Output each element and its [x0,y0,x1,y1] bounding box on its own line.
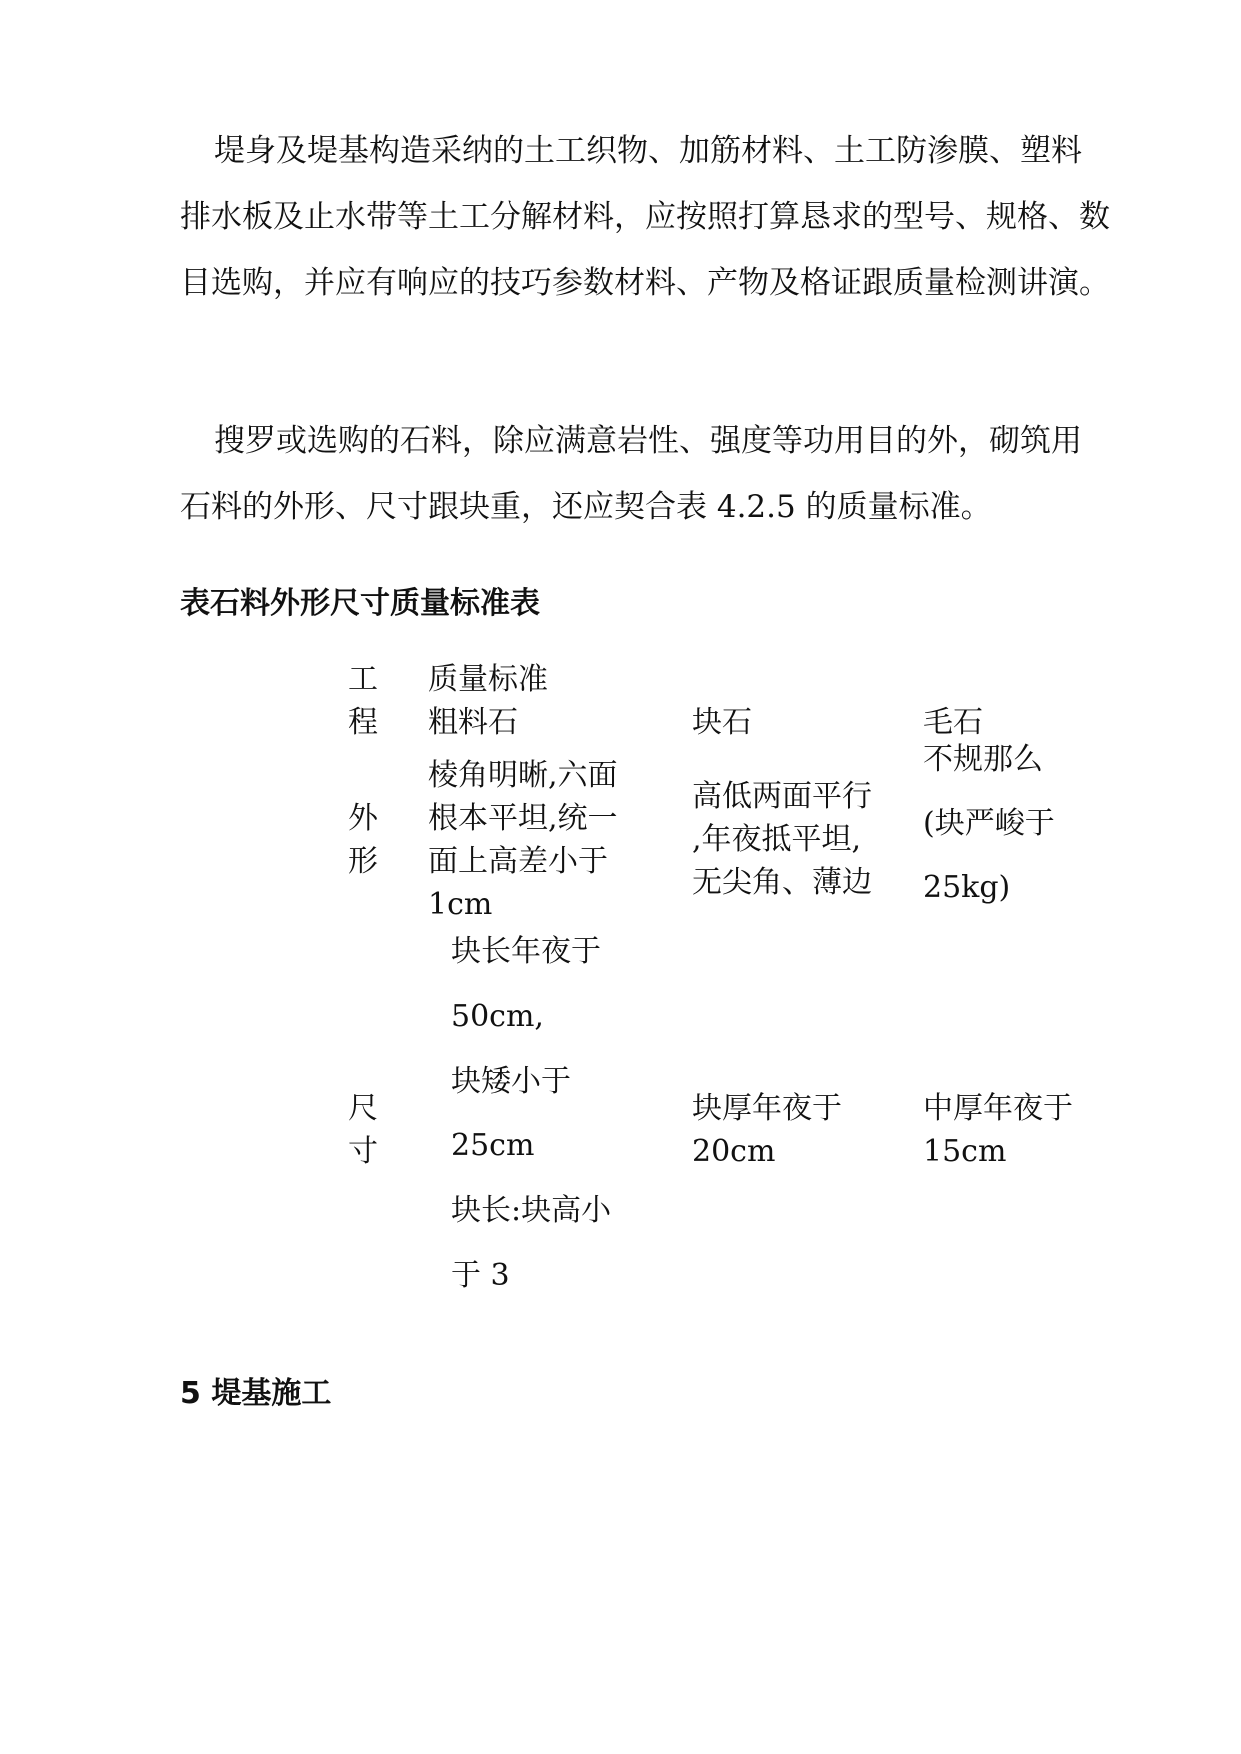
table-title: 表石料外形尺寸质量标准表 [180,586,540,621]
paragraph-geosynthetics: 堤身及堤基构造采纳的土工织物、加筋材料、土工防渗膜、塑料排水板及止水带等土工分解材料，应按照打算恳求的型号、规格、数目选购，并应有响应的技巧参数材料、产物及格证跟质量检测讲演。 [180,133,1110,301]
table-cell-shape-block: 高低两面平行 ,年夜抵平坦, 无尖角、薄边 [692,779,872,900]
table-header-project: 工 程 [348,662,378,740]
section-heading: 5 堤基施工 [180,1376,332,1411]
table-header-block-stone: 块石 [692,705,752,740]
table-cell-shape-dressed: 棱角明晰,六面 根本平坦,统一 面上高差小于 1cm [428,758,618,922]
table-cell-shape-rubble: 不规那么 (块严峻于 25kg) [923,742,1055,905]
table-cell-size-block: 块厚年夜于 20cm [692,1091,842,1169]
table-row-label-shape: 外 形 [348,801,378,879]
table-cell-size-rubble: 中厚年夜于 15cm [923,1091,1073,1169]
paragraph-stone-materials: 搜罗或选购的石料，除应满意岩性、强度等功用目的外，砌筑用石料的外形、尺寸跟块重，还应契合表 4.2.5 的质量标准。 [180,423,1082,525]
table-header-quality-standard: 质量标准 [428,662,548,697]
table-header-dressed-stone: 粗料石 [428,705,518,740]
table-row-label-size: 尺 寸 [348,1091,378,1169]
table-header-rubble-stone: 毛石 [923,705,983,740]
table-cell-size-dressed: 块长年夜于 50cm, 块矮小于 25cm 块长:块高小 于 3 [451,934,612,1294]
